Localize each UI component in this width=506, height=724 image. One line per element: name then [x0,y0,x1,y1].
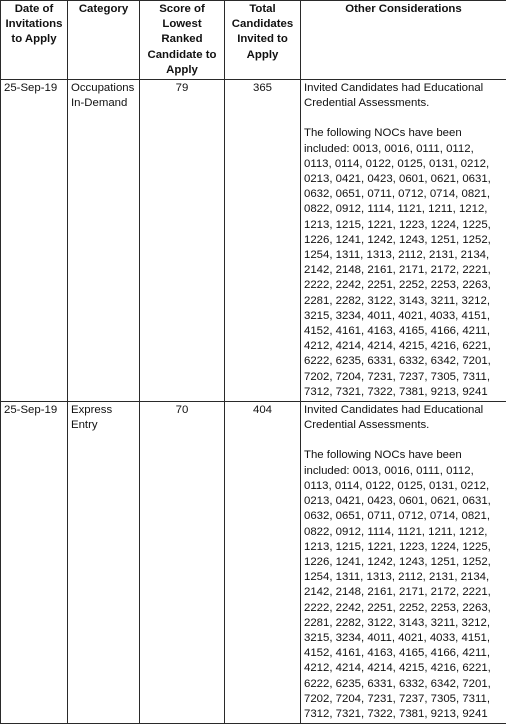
noc-list: The following NOCs have been included: 0013, 0016, 0111, 0112, 0113, 0114, 0122, 0125, 0131, 0212, 0213, 0421, 0423, 0601, 0621, 0631, 0632, 0651, 0711, 0712, 0714, 0821, 0822, 0912, 1114, 1121, 1211, 1212, 1213, 1215, 1221, 1223, 1224, 1225, 1226, 1241, 1242, 1243, 1251, 1252, 1254, 1311, 1313, 2112, 2131, 2134, 2142, 2148, 2161, 2171, 2172, 2221, 2222, 2242, 2251, 2252, 2253, 2263, 2281, 2282, 3122, 3143, 3211, 3212, 3215, 3234, 4011, 4021, 4033, 4151, 4152, 4161, 4163, 4165, 4166, 4211, 4212, 4214, 4214, 4215, 4216, 6221, 6222, 6235, 6331, 6332, 6342, 7201, 7202, 7204, 7231, 7237, 7305, 7311, 7312, 7321, 7322, 7381, 9213, 9241 [304,448,503,722]
cell-total: 365 [225,80,301,402]
cell-date: 25-Sep-19 [1,80,68,402]
cell-other [301,80,506,402]
noc-list: The following NOCs have been included: 0013, 0016, 0111, 0112, 0113, 0114, 0122, 0125, 0131, 0212, 0213, 0421, 0423, 0601, 0621, 0631, 0632, 0651, 0711, 0712, 0714, 0821, 0822, 0912, 1114, 1121, 1211, 1212, 1213, 1215, 1221, 1223, 1224, 1225, 1226, 1241, 1242, 1243, 1251, 1252, 1254, 1311, 1313, 2112, 2131, 2134, 2142, 2148, 2161, 2171, 2172, 2221, 2222, 2242, 2251, 2252, 2253, 2263, 2281, 2282, 3122, 3143, 3211, 3212, 3215, 3234, 4011, 4021, 4033, 4151, 4152, 4161, 4163, 4165, 4166, 4211, 4212, 4214, 4214, 4215, 4216, 6221, 6222, 6235, 6331, 6332, 6342, 7201, 7202, 7204, 7231, 7237, 7305, 7311, 7312, 7321, 7322, 7381, 9213, 9241 [304,126,503,400]
header-score: Score of Lowest Ranked Candidate to Apply [140,1,225,80]
cell-score: 70 [140,402,225,724]
note-text: Invited Candidates had Educational Credential Assessments. [304,81,503,111]
table-row [1,402,506,724]
note-text: Invited Candidates had Educational Credential Assessments. [304,403,503,433]
header-category: Category [68,1,140,80]
cell-total: 404 [225,402,301,724]
header-total: Total Candidates Invited to Apply [225,1,301,80]
cell-date: 25-Sep-19 [1,402,68,724]
cell-category: Express Entry [68,402,140,724]
cell-category: Occupations In-Demand [68,80,140,402]
header-row [1,1,506,80]
header-date: Date of Invitations to Apply [1,1,68,80]
cell-score: 79 [140,80,225,402]
cell-other [301,402,506,724]
table-row [1,80,506,402]
header-other: Other Considerations [301,1,506,80]
